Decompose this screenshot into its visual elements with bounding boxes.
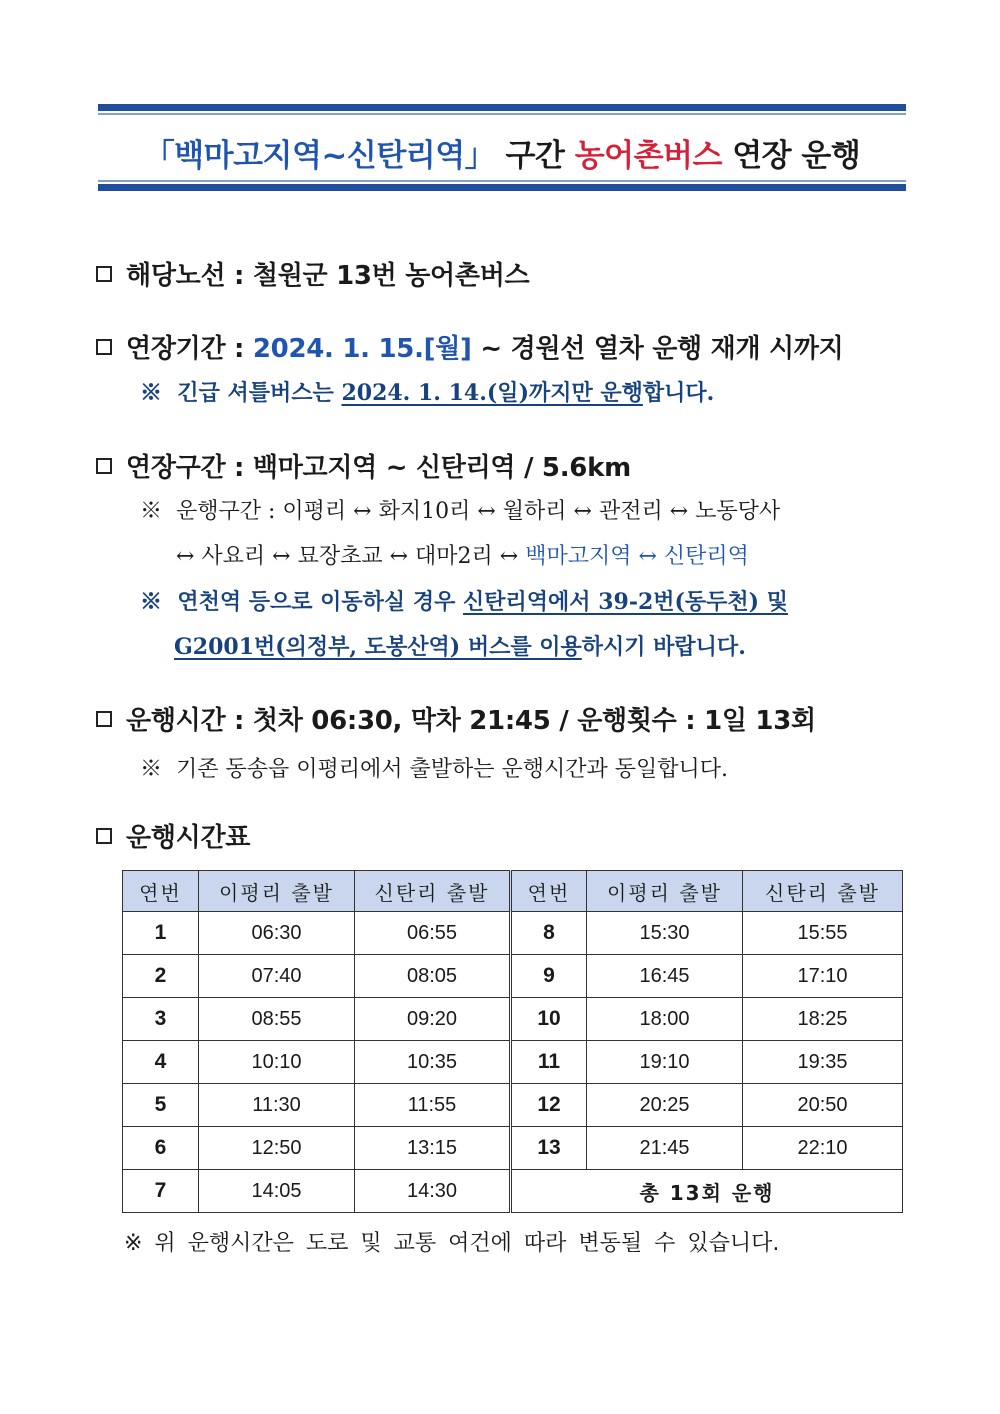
cell-no: 2 (123, 955, 199, 998)
footer-note: ※ 위 운행시간은 도로 및 교통 여건에 따라 변동될 수 있습니다. (124, 1231, 780, 1256)
hours-note (140, 752, 728, 783)
checkbox-square-icon (96, 339, 112, 355)
cell-sintan: 08:05 (355, 955, 511, 998)
table-row (123, 912, 903, 955)
transfer-note-line2 (174, 630, 746, 661)
header-ipyeong: 이평리 출발 (199, 871, 355, 912)
stops-line2-pre: ↔ 사요리 ↔ 묘장초교 ↔ 대마2리 ↔ (176, 544, 519, 569)
cell-no: 7 (123, 1170, 199, 1213)
extension-value: 백마고지역 ~ 신탄리역 / 5.6km (252, 453, 631, 483)
cell-sintan: 22:10 (743, 1127, 903, 1170)
stops-note-line2 (176, 539, 749, 570)
cell-sintan: 13:15 (355, 1127, 511, 1170)
section-period (96, 328, 843, 365)
cell-sintan: 20:50 (743, 1084, 903, 1127)
cell-no: 5 (123, 1084, 199, 1127)
hours-label: 운행시간 : (126, 706, 245, 736)
section-hours (96, 700, 816, 737)
cell-sintan: 17:10 (743, 955, 903, 998)
cell-sintan: 06:55 (355, 912, 511, 955)
cell-ipyeong: 10:10 (199, 1041, 355, 1084)
cell-ipyeong: 19:10 (587, 1041, 743, 1084)
cell-ipyeong: 11:30 (199, 1084, 355, 1127)
note-mark: ※ (140, 380, 163, 406)
extension-label: 연장구간 : (126, 453, 245, 483)
table-header-row (123, 871, 903, 912)
checkbox-square-icon (96, 711, 112, 727)
route-label: 해당노선 : (126, 261, 245, 291)
period-note (140, 376, 714, 407)
hours-note-text: 기존 동송읍 이평리에서 출발하는 운행시간과 동일합니다. (176, 757, 729, 782)
cell-no: 6 (123, 1127, 199, 1170)
transfer-line2-underline: G2001번(의정부, 도봉산역) 버스를 이용 (174, 634, 582, 660)
cell-ipyeong: 16:45 (587, 955, 743, 998)
header-sintan: 신탄리 출발 (743, 871, 903, 912)
checkbox-square-icon (96, 266, 112, 282)
cell-total-runs: 총 13회 운행 (511, 1170, 903, 1213)
stops-note-line1 (140, 494, 780, 525)
cell-no: 4 (123, 1041, 199, 1084)
table-row (123, 955, 903, 998)
table-row (123, 1084, 903, 1127)
route-value: 철원군 13번 농어촌버스 (252, 261, 530, 291)
title-route: 「백마고지역~신탄리역」 (143, 138, 496, 174)
period-start: 2024. 1. 15.[월] (252, 334, 472, 364)
cell-sintan: 14:30 (355, 1170, 511, 1213)
section-route (96, 255, 529, 292)
title-rule-top (98, 104, 906, 111)
transfer-line1-underline: 신탄리역에서 39-2번(동두천) 및 (463, 589, 788, 615)
cell-ipyeong: 06:30 (199, 912, 355, 955)
note-mark: ※ (140, 589, 163, 615)
cell-ipyeong: 12:50 (199, 1127, 355, 1170)
cell-sintan: 10:35 (355, 1041, 511, 1084)
title-rule-top-thin (98, 113, 906, 115)
cell-ipyeong: 18:00 (587, 998, 743, 1041)
cell-ipyeong: 21:45 (587, 1127, 743, 1170)
period-note-post: 합니다. (642, 380, 715, 406)
cell-sintan: 19:35 (743, 1041, 903, 1084)
section-timetable (96, 817, 250, 854)
table-row (123, 1041, 903, 1084)
table-row (123, 1127, 903, 1170)
checkbox-square-icon (96, 828, 112, 844)
cell-no: 1 (123, 912, 199, 955)
cell-ipyeong: 14:05 (199, 1170, 355, 1213)
checkbox-square-icon (96, 458, 112, 474)
note-mark: ※ (140, 757, 163, 782)
table-row (123, 998, 903, 1041)
cell-no: 8 (511, 912, 587, 955)
cell-ipyeong: 15:30 (587, 912, 743, 955)
cell-sintan: 11:55 (355, 1084, 511, 1127)
transfer-line1-pre: 연천역 등으로 이동하실 경우 (177, 589, 456, 615)
header-no: 연번 (123, 871, 199, 912)
title-section-word: 구간 (505, 138, 565, 174)
cell-sintan: 09:20 (355, 998, 511, 1041)
title-extension: 연장 운행 (732, 138, 861, 174)
title-banner (98, 104, 906, 194)
transfer-line2-post: 하시기 바랍니다. (581, 634, 746, 660)
cell-no: 10 (511, 998, 587, 1041)
period-note-pre: 긴급 셔틀버스는 (177, 380, 334, 406)
cell-sintan: 18:25 (743, 998, 903, 1041)
title-rule-bottom-thin (98, 180, 906, 182)
cell-no: 12 (511, 1084, 587, 1127)
title-bus: 농어촌버스 (574, 138, 722, 174)
cell-no: 3 (123, 998, 199, 1041)
cell-no: 13 (511, 1127, 587, 1170)
stops-line2-blue: 백마고지역 ↔ 신탄리역 (525, 544, 749, 569)
title-rule-bottom (98, 184, 906, 191)
stops-line1: 운행구간 : 이평리 ↔ 화지10리 ↔ 월하리 ↔ 관전리 ↔ 노동당사 (176, 499, 781, 524)
cell-sintan: 15:55 (743, 912, 903, 955)
cell-no: 11 (511, 1041, 587, 1084)
header-no: 연번 (511, 871, 587, 912)
note-mark: ※ (140, 499, 163, 524)
transfer-note-line1 (140, 585, 788, 616)
header-ipyeong: 이평리 출발 (587, 871, 743, 912)
section-extension (96, 447, 631, 484)
page-title (98, 130, 906, 175)
cell-ipyeong: 08:55 (199, 998, 355, 1041)
cell-ipyeong: 07:40 (199, 955, 355, 998)
header-sintan: 신탄리 출발 (355, 871, 511, 912)
period-label: 연장기간 : (126, 334, 245, 364)
cell-no: 9 (511, 955, 587, 998)
hours-value: 첫차 06:30, 막차 21:45 / 운행횟수 : 1일 13회 (252, 706, 816, 736)
timetable-label: 운행시간표 (126, 823, 251, 853)
period-note-underline: 2024. 1. 14.(일)까지만 운행 (341, 380, 643, 406)
period-end: ~ 경원선 열차 운행 재개 시까지 (480, 334, 844, 364)
timetable (122, 870, 903, 1213)
table-row (123, 1170, 903, 1213)
cell-ipyeong: 20:25 (587, 1084, 743, 1127)
